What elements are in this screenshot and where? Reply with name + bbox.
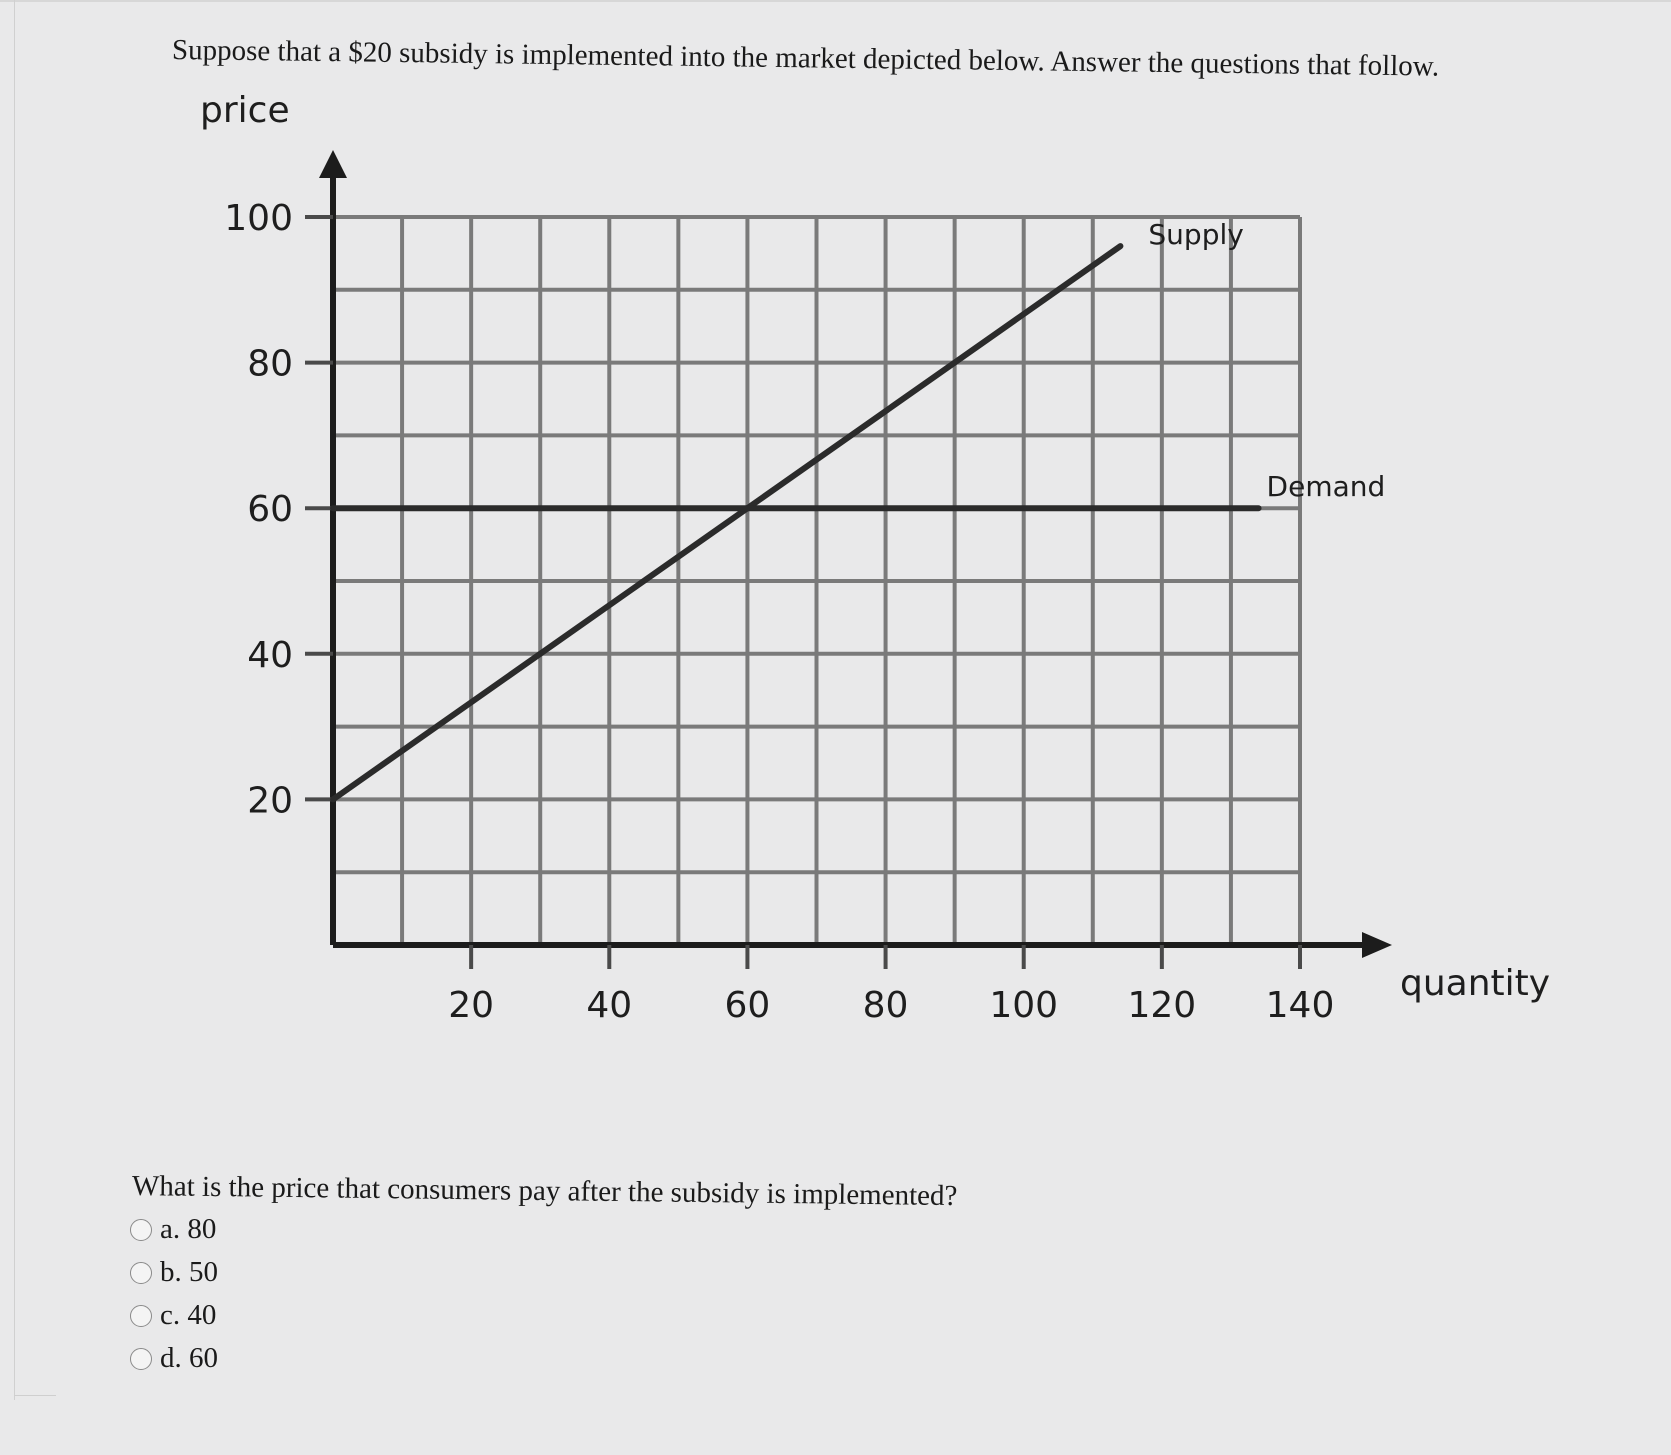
option-label: c. 40	[160, 1299, 217, 1331]
option-d[interactable]	[130, 1337, 218, 1380]
option-c[interactable]	[130, 1294, 218, 1337]
supply-curve	[333, 246, 1120, 799]
supply-label: Supply	[1148, 218, 1244, 252]
x-tick-label: 40	[586, 985, 633, 1026]
gridlines	[333, 217, 1300, 945]
radio-button[interactable]	[130, 1348, 152, 1370]
x-tick-label: 60	[724, 985, 771, 1026]
x-tick-label: 100	[989, 985, 1059, 1026]
option-a[interactable]	[130, 1208, 218, 1251]
option-label: a. 80	[160, 1213, 217, 1245]
question-prompt: What is the price that consumers pay after the subsidy is implemented?	[131, 1170, 958, 1213]
y-tick-label: 60	[247, 489, 293, 531]
x-axis-label: quantity	[1400, 963, 1551, 1004]
bottom-divider	[14, 1395, 56, 1396]
question-header: Suppose that a $20 subsidy is implemented into the market depicted below. Answer the questions that follow.	[171, 34, 1440, 83]
y-tick-label: 40	[247, 634, 293, 676]
answer-options	[130, 1208, 218, 1380]
demand-label: Demand	[1266, 470, 1386, 504]
y-tick-label: 100	[224, 198, 293, 239]
x-tick-label: 140	[1265, 985, 1335, 1026]
y-tick-label: 20	[247, 780, 293, 822]
option-label: b. 50	[160, 1256, 218, 1288]
radio-button[interactable]	[130, 1219, 152, 1241]
x-tick-label: 80	[862, 985, 909, 1026]
option-b[interactable]	[130, 1251, 218, 1294]
option-label: d. 60	[160, 1342, 218, 1374]
x-tick-label: 120	[1127, 985, 1197, 1026]
radio-button[interactable]	[130, 1262, 152, 1284]
y-tick-label: 80	[247, 343, 293, 385]
radio-button[interactable]	[130, 1305, 152, 1327]
y-axis-arrow	[319, 150, 347, 178]
x-tick-label: 20	[448, 985, 495, 1026]
x-axis-arrow	[1362, 932, 1392, 958]
y-axis-label: price	[200, 90, 290, 131]
